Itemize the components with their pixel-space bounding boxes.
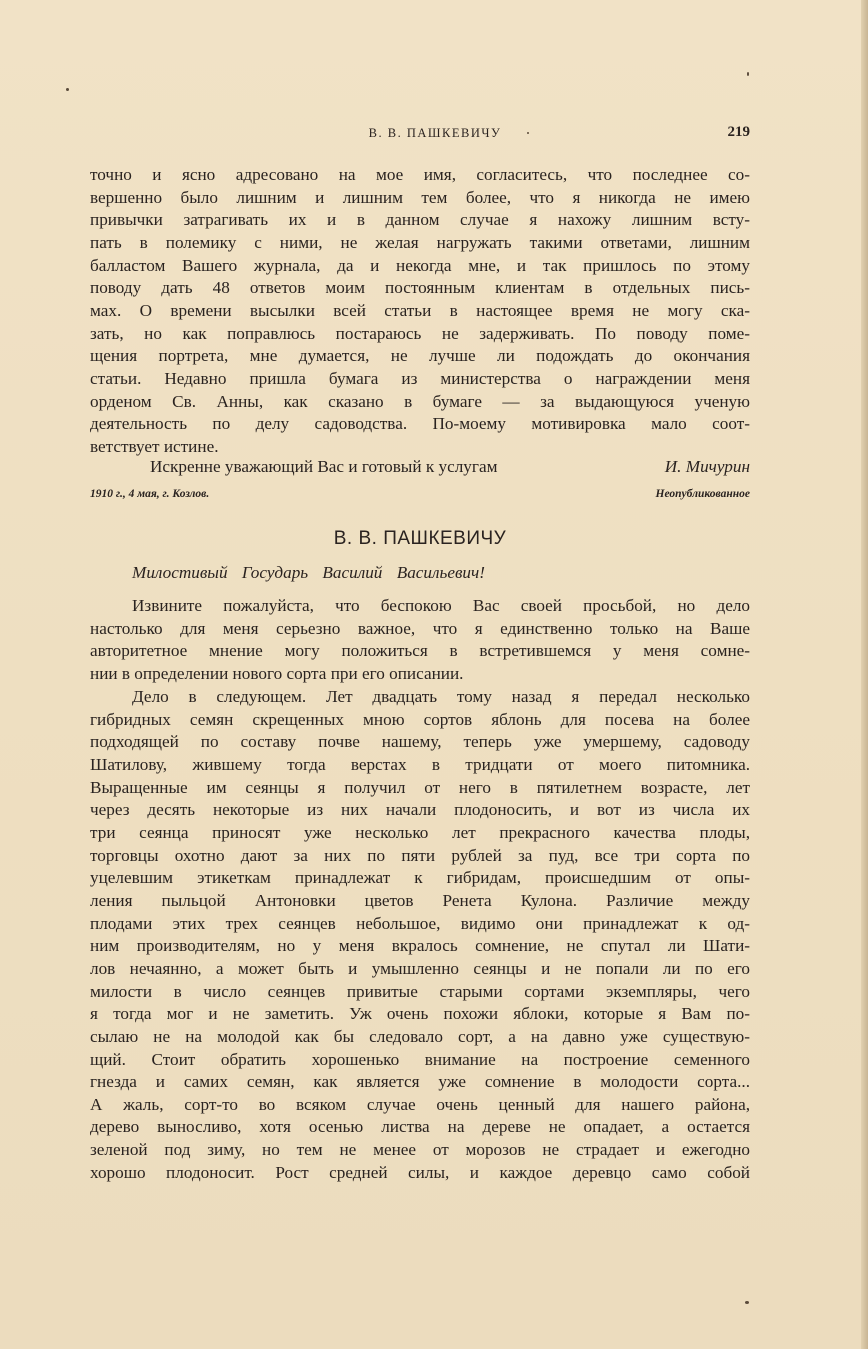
text-line: вершенно было лишним и лишним тем более, что я никогда не имею [90, 187, 750, 207]
text-line: зеленой под зиму, но тем не менее от морозов не страдает и ежегодно [90, 1140, 750, 1160]
text-line: дерево выносливо, хотя осенью листва на дереве не опадает, а остается [90, 1117, 750, 1137]
letter-title: В. В. ПАШКЕВИЧУ [333, 528, 507, 549]
text-line: лов нечаянно, а может быть и умышленно сеянцы и не попали ли по его [90, 958, 750, 978]
text-line: три сеянца приносят уже несколько лет прекрасного качества плоды, [90, 822, 750, 842]
text-line: ветствует истине. [90, 436, 219, 456]
text-line: щий. Стоит обратить хорошенько внимание на построение семенного [90, 1049, 750, 1069]
paper-speck [747, 72, 749, 76]
text-line: балластом Вашего журнала, да и некогда мне, и так пришлось по этому [90, 255, 750, 275]
signature: И. Мичурин [664, 457, 750, 476]
previous-letter-body [90, 164, 750, 459]
text-line: поводу дать 48 ответов моим постоянным клиентам в отдельных пись- [90, 278, 750, 298]
letter-paragraph-1 [90, 595, 750, 686]
text-line: точно и ясно адресовано на мое имя, согласитесь, что последнее со- [90, 165, 750, 184]
text-line: Шатилову, жившему тогда верстах в тридцати от моего питомника. [90, 754, 750, 774]
text-line: ления пыльцой Антоновки цветов Ренета Кулона. Различие между [90, 890, 750, 910]
text-line: плодами этих трех сеянцев небольшое, видимо они принадлежат к од- [90, 913, 750, 933]
text-line: авторитетное мнение могу положиться в встретившемся у меня сомне- [90, 641, 750, 661]
paper-speck [745, 1301, 749, 1304]
text-line: я тогда мог и не заметить. Уж очень похожи яблоки, которые я Вам по- [90, 1004, 750, 1024]
text-line: через десять некоторые из них начали плодоносить, и вот из числа их [90, 800, 750, 820]
text-line: Извините пожалуйста, что беспокою Вас своей просьбой, но дело [132, 596, 750, 615]
text-line: статьи. Недавно пришла бумага из министерства о награждении меня [90, 368, 750, 388]
text-line: деятельность по делу садоводства. По-моему мотивировка мало соот- [90, 414, 750, 434]
text-line: торговцы охотно дают за них по пяти рублей за пуд, все три сорта по [90, 845, 750, 865]
date-place: 1910 г., 4 мая, г. Козлов. [90, 488, 210, 500]
text-line: орденом Св. Анны, как сказано в бумаге — за выдающуюся ученую [90, 391, 750, 411]
page-number: 219 [727, 124, 750, 140]
text-line: А жаль, сорт-то во всяком случае очень ценный для нашего района, [90, 1094, 750, 1114]
text-line: ним производителям, но у меня вкралось сомнение, не спутал ли Шати- [90, 936, 750, 956]
text-line: подходящей по составу почве нашему, теперь уже умершему, садоводу [90, 732, 750, 752]
text-line: зать, но как поправлюсь постараюсь не задерживать. По поводу поме- [90, 323, 750, 343]
text-line: щения портрета, мне думается, не лучше ли подождать до окончания [90, 346, 750, 366]
text-line: пать в полемику с ними, не желая нагружать такими ответами, лишним [90, 232, 750, 252]
text-line: мах. О времени высылки всей статьи в настоящее время не могу ска- [90, 300, 750, 320]
text-line: хорошо плодоносит. Рост средней силы, и каждое деревцо само собой [90, 1162, 750, 1182]
publication-note: Неопубликованное [655, 488, 750, 500]
page-edge [861, 0, 868, 1349]
salutation: Милостивый Государь Василий Васильевич! [132, 563, 485, 582]
text-line: сылаю не на молодой как бы следовало сорт, а на давно уже существую- [90, 1026, 750, 1046]
letter-paragraph-2 [90, 686, 750, 1184]
closing-text: Искренне уважающий Вас и готовый к услугам [150, 457, 498, 476]
text-line: нии в определении нового сорта при его описании. [90, 663, 464, 683]
letter-meta [90, 488, 750, 500]
text-line: привычки затрагивать их и в данном случае я нахожу лишним всту- [90, 210, 750, 230]
text-line: гнезда и самих семян, как является уже сомнение в молодости сорта... [90, 1072, 750, 1092]
text-line: милости в число сеянцев привитые старыми сортами экземпляры, чего [90, 981, 750, 1001]
running-head [120, 124, 750, 144]
text-line: уцелевшим этикеткам принадлежат к гибридам, происшедшим от опы- [90, 868, 750, 888]
text-line: гибридных семян скрещенных мною сортов яблонь для посева на более [90, 709, 750, 729]
text-line: Выращенные им сеянцы я получил от него в пятилетнем возрасте, лет [90, 777, 750, 797]
paper-speck [66, 88, 69, 91]
closing-line [150, 456, 750, 478]
text-line: Дело в следующем. Лет двадцать тому назад я передал несколько [132, 687, 750, 706]
running-title: В. В. ПАШКЕВИЧУ [368, 126, 502, 140]
text-line: настолько для меня серьезно важное, что я единственно только на Ваше [90, 618, 750, 638]
